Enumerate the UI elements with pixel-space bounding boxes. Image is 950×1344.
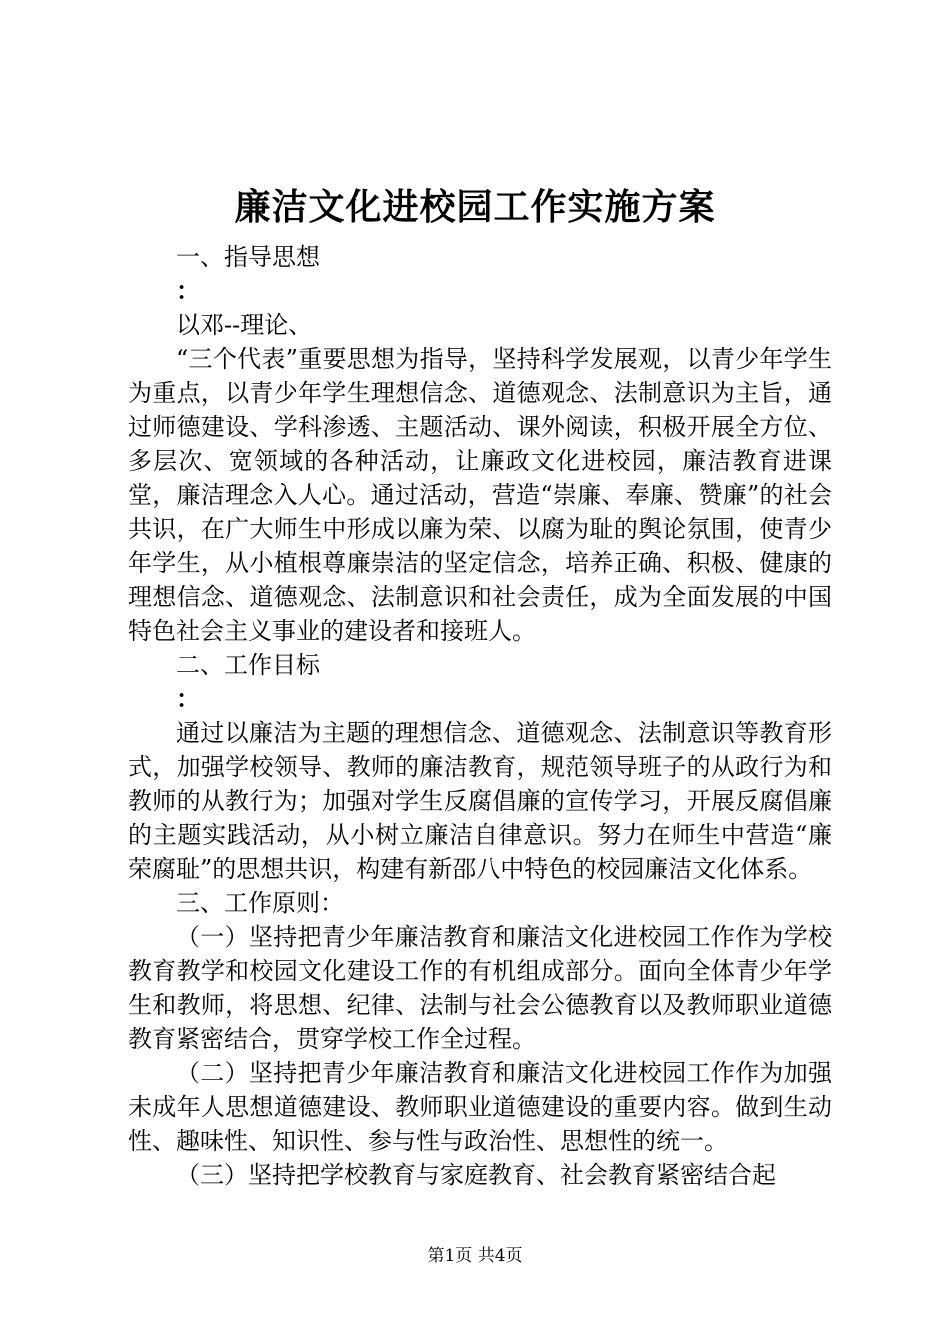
paragraph: （三）坚持把学校教育与家庭教育、社会教育紧密结合起: [176, 1161, 776, 1189]
paragraph: 以邓--理论、: [176, 311, 313, 339]
section-heading: 二、工作目标: [176, 651, 320, 679]
document-body: [128, 240, 832, 1192]
page-footer: 第1页 共4页: [427, 1246, 523, 1266]
paragraph: （二）坚持把青少年廉洁教育和廉洁文化进校园工作作为加强未成年人思想道德建设、教师职业道德建设的重要内容。做到生动性、趣味性、知识性、参与性与政治性、思想性的统一。: [128, 1059, 832, 1155]
colon-line: ：: [176, 684, 200, 713]
section-heading: 一、指导思想: [176, 243, 320, 271]
section-heading: 三、工作原则：: [176, 889, 344, 917]
document-title: 廉洁文化进校园工作实施方案: [234, 186, 716, 228]
colon-line: ：: [176, 276, 200, 305]
paragraph: “三个代表”重要思想为指导，坚持科学发展观，以青少年学生为重点，以青少年学生理想信念、道德观念、法制意识为主旨，通过师德建设、学科渗透、主题活动、课外阅读，积极开展全方位、多层次、宽领域的各种活动，让廉政文化进校园，廉洁教育进课堂，廉洁理念入人心。通过活动，营造“崇廉、奉廉、赞廉”的社会共识，在广大师生中形成以廉为荣、以腐为耻的舆论氛围，使青少年学生，从小植根尊廉崇洁的坚定信念，培养正确、积极、健康的理想信念、道德观念、法制意识和社会责任，成为全面发展的中国特色社会主义事业的建设者和接班人。: [128, 345, 832, 645]
paragraph: （一）坚持把青少年廉洁教育和廉洁文化进校园工作作为学校教育教学和校园文化建设工作的有机组成部分。面向全体青少年学生和教师，将思想、纪律、法制与社会公德教育以及教师职业道德教育紧密结合，贯穿学校工作全过程。: [128, 923, 832, 1053]
paragraph: 通过以廉洁为主题的理想信念、道德观念、法制意识等教育形式，加强学校领导、教师的廉洁教育，规范领导班子的从政行为和教师的从教行为；加强对学生反腐倡廉的宣传学习，开展反腐倡廉的主题实践活动，从小树立廉洁自律意识。努力在师生中营造“廉荣腐耻”的思想共识，构建有新邵八中特色的校园廉洁文化体系。: [128, 719, 832, 883]
